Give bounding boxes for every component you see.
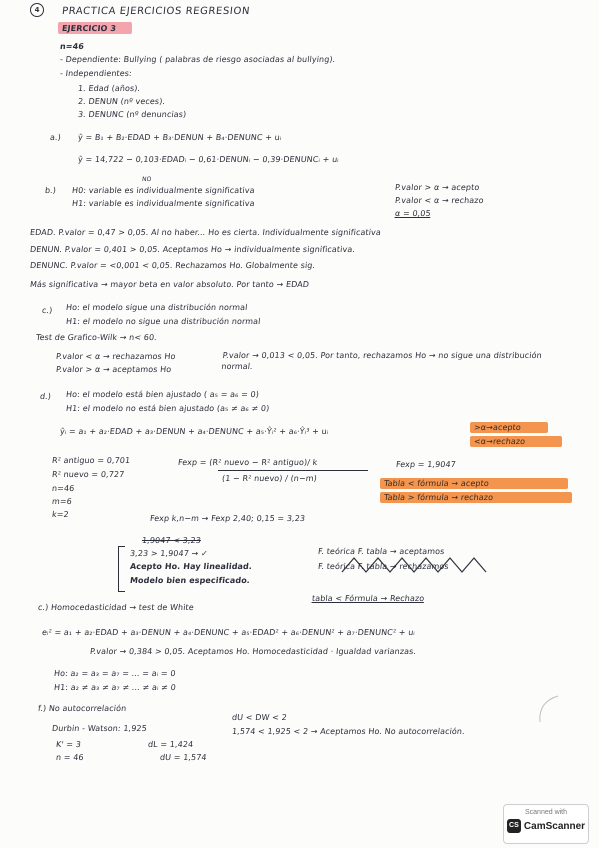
white-model: eᵢ² = a₁ + a₂·EDAD + a₃·DENUN + a₄·DENUNC + a₅·EDAD² + a₆·DENUN² + a₇·DENUNC² + uᵢ xyxy=(41,628,416,637)
exercise-label: EJERCICIO 3 xyxy=(61,24,117,33)
r2-new: R² nuevo = 0,727 xyxy=(51,470,125,479)
side-note-1: F. teórica F. tabla → aceptamos xyxy=(317,547,445,556)
part-c-h1: H1: el modelo no sigue una distribución normal xyxy=(65,317,261,326)
accept-tag: >α→acepto xyxy=(473,423,522,432)
side-note-3: tabla < Fórmula → Rechazo xyxy=(311,594,425,603)
part-f-label: f.) No autocorrelación xyxy=(37,704,127,713)
rule-accept: P.valor > α → acepto xyxy=(394,183,480,192)
denunc-result: DENUNC. P.valor = <0,001 < 0,05. Rechazamos Ho. Globalmente sig. xyxy=(29,261,316,270)
conclusion-bracket-left xyxy=(118,546,125,592)
durbin-watson: Durbin - Watson: 1,925 xyxy=(51,724,148,733)
independent-var-2: 2. DENUN (nº veces). xyxy=(77,97,166,106)
part-b-h1: H1: variable es individualmente significativa xyxy=(71,199,256,208)
no-mark: NO xyxy=(141,176,152,183)
box-line-2: Acepto Ho. Hay linealidad. xyxy=(129,562,253,571)
fexp-formula-denominator: (1 − R² nuevo) / (n−m) xyxy=(221,474,318,483)
part-e-h0: Ho: a₂ = a₃ = a₇ = ... = aᵢ = 0 xyxy=(53,669,177,678)
box-line-3: Modelo bien especificado. xyxy=(129,576,251,585)
part-d-m: m=6 xyxy=(51,497,73,506)
fraction-bar xyxy=(218,470,368,471)
part-d-k: k=2 xyxy=(51,510,70,519)
pencil-mark xyxy=(528,692,568,732)
part-c-result: P.valor → 0,013 < 0,05. Por tanto, rechazamos Ho → no sigue una distribución normal. xyxy=(220,351,543,371)
alpha-value: α = 0,05 xyxy=(394,209,432,218)
independent-header: - Independientes: xyxy=(59,69,133,78)
r2-old: R² antiguo = 0,701 xyxy=(51,456,131,465)
part-d-label: d.) xyxy=(39,392,52,401)
part-a-label: a.) xyxy=(49,133,62,142)
struck-comparison: 1,9047 < 3,23 xyxy=(141,536,202,545)
white-pvalue: P.valor → 0,384 > 0,05. Aceptamos Ho. Homocedasticidad · Igualdad varianzas. xyxy=(89,647,417,656)
sample-size: n=46 xyxy=(59,42,85,51)
scanned-with-label: Scanned with xyxy=(524,809,568,816)
dw-inequality-1: dU < DW < 2 xyxy=(231,713,288,722)
part-c-h0: Ho: el modelo sigue una distribución normal xyxy=(65,303,248,312)
hetero-heading: c.) Homocedasticidad → test de White xyxy=(37,603,195,612)
part-c-rule-accept: P.valor > α → aceptamos Ho xyxy=(55,365,172,374)
part-d-h1: H1: el modelo no está bien ajustado (a₅ ≠ a₆ ≠ 0) xyxy=(65,404,270,413)
rule-reject: P.valor < α → rechazo xyxy=(394,196,485,205)
page-number: 4 xyxy=(30,3,44,17)
edad-result: EDAD. P.valor = 0,47 > 0,05. Al no haber... Ho es cierta. Individualmente significativa xyxy=(29,228,382,237)
du-value: dU = 1,574 xyxy=(159,753,208,762)
fexp-formula-numerator: Fexp = (R² nuevo − R² antiguo)/ k xyxy=(177,458,318,467)
table-tag-1: Tabla < fórmula → acepto xyxy=(383,479,490,488)
k-prime: K' = 3 xyxy=(55,740,82,749)
dl-value: dL = 1,424 xyxy=(147,740,194,749)
part-b-h0: H0: variable es individualmente significativa xyxy=(71,186,256,195)
dependent-var: - Dependiente: Bullying ( palabras de riesgo asociadas al bullying). xyxy=(59,55,336,64)
page-title: PRACTICA EJERCICIOS REGRESION xyxy=(61,6,251,17)
part-f-n: n = 46 xyxy=(55,753,85,762)
estimated-equation: ŷ = 14,722 − 0,103·EDADᵢ − 0,61·DENUNᵢ − 0,39·DENUNCᵢ + uᵢ xyxy=(77,155,340,164)
part-c-label: c.) xyxy=(41,306,53,315)
dw-inequality-2: 1,574 < 1,925 < 2 → Aceptamos Ho. No autocorrelación. xyxy=(231,727,466,736)
side-note-2: F. teórica F. tabla → rechazamos xyxy=(317,562,450,571)
reject-tag: <α→rechazo xyxy=(473,437,526,446)
part-d-n: n=46 xyxy=(51,484,75,493)
fexp-value: Fexp = 1,9047 xyxy=(395,460,457,469)
camscanner-badge xyxy=(503,804,589,844)
camscanner-logo-icon: CS xyxy=(507,819,521,833)
denun-result: DENUN. P.valor = 0,401 > 0,05. Aceptamos Ho → individualmente significativa. xyxy=(29,245,356,254)
scribble-strike xyxy=(340,554,490,576)
part-e-h1: H1: a₂ ≠ a₃ ≠ a₇ ≠ ... ≠ aᵢ ≠ 0 xyxy=(53,683,177,692)
camscanner-name: CamScanner xyxy=(523,820,586,832)
part-b-label: b.) xyxy=(44,186,57,195)
part-c-rule-reject: P.valor < α → rechazamos Ho xyxy=(55,352,177,361)
normality-test: Test de Grafico-Wilk → n< 60. xyxy=(35,333,158,342)
part-b-conclusion: Más significativa → mayor beta en valor absoluto. Por tanto → EDAD xyxy=(29,280,310,289)
independent-var-1: 1. Edad (años). xyxy=(77,84,141,93)
box-line-1: 3,23 > 1,9047 → ✓ xyxy=(129,549,209,558)
model-equation: ŷ = B₁ + B₂·EDAD + B₃·DENUN + B₄·DENUNC + uᵢ xyxy=(77,133,282,142)
part-d-h0: Ho: el modelo está bien ajustado ( a₅ = a₆ = 0) xyxy=(65,390,260,399)
reset-model: ŷᵢ = a₁ + a₂·EDAD + a₃·DENUN + a₄·DENUNC + a₅·Ŷᵢ² + a₆·Ŷᵢ³ + uᵢ xyxy=(59,427,329,436)
table-tag-2: Tabla > fórmula → rechazo xyxy=(383,493,494,502)
f-table-lookup: Fexp k,n−m → Fexp 2,40; 0,15 = 3,23 xyxy=(149,514,306,523)
independent-var-3: 3. DENUNC (nº denuncias) xyxy=(77,110,187,119)
